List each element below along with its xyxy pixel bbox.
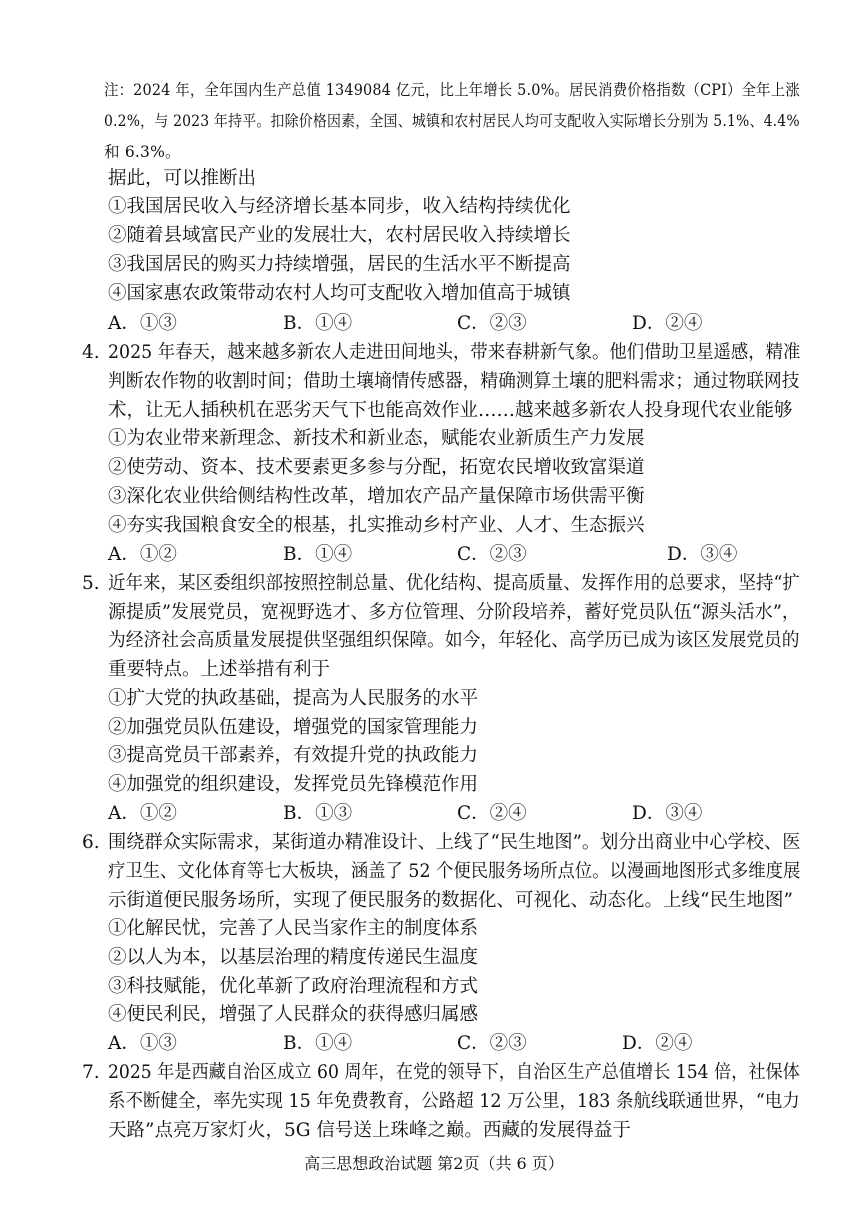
q6-option-d: D．②④ xyxy=(622,1033,693,1054)
q4-item-1: ①为农业带来新理念、新技术和新业态，赋能农业新质生产力发展 xyxy=(108,428,645,449)
q4-item-4: ④夯实我国粮食安全的根基，扎实推动乡村产业、人才、生态振兴 xyxy=(108,515,645,536)
q3-item-3: ③我国居民的购买力持续增强，居民的生活水平不断提高 xyxy=(108,254,571,275)
q5-item-3: ③提高党员干部素养，有效提升党的执政能力 xyxy=(108,745,479,766)
note-line-3: 和 6.3%。 xyxy=(104,143,181,161)
q6-stem-line-2: 疗卫生、文化体育等七大板块，涵盖了 52 个便民服务场所点位。以漫画地图形式多维度展 xyxy=(108,861,801,882)
q6-item-3: ③科技赋能，优化革新了政府治理流程和方式 xyxy=(108,976,479,997)
q3-option-d: D．②④ xyxy=(632,313,703,334)
q5-item-1: ①扩大党的执政基础，提高为人民服务的水平 xyxy=(108,688,479,709)
q4-option-a: A．①② xyxy=(108,544,177,565)
q3-item-1: ①我国居民收入与经济增长基本同步，收入结构持续优化 xyxy=(108,196,571,217)
q5-option-c: C．②④ xyxy=(457,803,527,824)
q3-stem-tail: 据此，可以推断出 xyxy=(108,168,257,189)
q5-number: 5. xyxy=(82,573,100,594)
q5-option-b: B．①③ xyxy=(283,803,353,824)
q6-number: 6. xyxy=(82,832,100,853)
q3-item-4: ④国家惠农政策带动农村人均可支配收入增加值高于城镇 xyxy=(108,283,571,304)
note-line-1: 注：2024 年，全年国内生产总值 1349084 亿元，比上年增长 5.0%。居民消费价格指数（CPI）全年上涨 xyxy=(104,81,800,99)
q4-number: 4. xyxy=(82,342,100,363)
q4-stem-line-3: 术，让无人插秧机在恶劣天气下也能高效作业……越来越多新农人投身现代农业能够 xyxy=(108,400,793,421)
q6-option-c: C．②③ xyxy=(457,1033,527,1054)
q5-item-2: ②加强党员队伍建设，增强党的国家管理能力 xyxy=(108,717,479,738)
q5-option-a: A．①② xyxy=(108,803,177,824)
q6-stem-line-3: 示街道便民服务场所，实现了便民服务的数据化、可视化、动态化。上线“民生地图” xyxy=(108,890,793,911)
q5-stem-line-1: 近年来，某区委组织部按照控制总量、优化结构、提高质量、发挥作用的总要求，坚持“扩 xyxy=(108,573,800,594)
q4-option-c: C．②③ xyxy=(457,544,527,565)
page-footer: 高三思想政治试题 第2页（共 6 页） xyxy=(304,1154,564,1173)
q4-option-d: D．③④ xyxy=(667,544,738,565)
q7-stem-line-3: 天路”点亮万家灯火，5G 信号送上珠峰之巅。西藏的发展得益于 xyxy=(108,1120,631,1141)
q7-number: 7. xyxy=(82,1062,100,1083)
q3-item-2: ②随着县域富民产业的发展壮大，农村居民收入持续增长 xyxy=(108,225,571,246)
q6-item-2: ②以人为本，以基层治理的精度传递民生温度 xyxy=(108,947,479,968)
q6-option-b: B．①④ xyxy=(283,1033,353,1054)
q6-item-1: ①化解民忧，完善了人民当家作主的制度体系 xyxy=(108,918,479,939)
q3-option-b: B．①④ xyxy=(283,313,353,334)
q7-stem-line-1: 2025 年是西藏自治区成立 60 周年，在党的领导下，自治区生产总值增长 154 倍，社保体 xyxy=(108,1062,800,1083)
q4-option-b: B．①④ xyxy=(283,544,353,565)
q7-stem-line-2: 系不断健全，率先实现 15 年免费教育，公路超 12 万公里，183 条航线联通世界，“电力 xyxy=(108,1091,800,1112)
q4-stem-line-2: 判断农作物的收割时间；借助土壤墒情传感器，精确测算土壤的肥料需求；通过物联网技 xyxy=(108,371,800,392)
q3-option-c: C．②③ xyxy=(457,313,527,334)
q4-stem-line-1: 2025 年春天，越来越多新农人走进田间地头，带来春耕新气象。他们借助卫星遥感，精准 xyxy=(108,342,801,363)
q5-item-4: ④加强党的组织建设，发挥党员先锋模范作用 xyxy=(108,774,479,795)
q3-option-a: A．①③ xyxy=(108,313,177,334)
q5-stem-line-4: 重要特点。上述举措有利于 xyxy=(108,659,331,680)
q5-stem-line-2: 源提质”发展党员，宽视野选才、多方位管理、分阶段培养，蓄好党员队伍“源头活水”， xyxy=(108,602,800,623)
q6-option-a: A．①③ xyxy=(108,1033,177,1054)
note-line-2: 0.2%，与 2023 年持平。扣除价格因素，全国、城镇和农村居民人均可支配收入实际增长分别为 5.1%、4.4% xyxy=(104,112,800,130)
q6-item-4: ④便民利民，增强了人民群众的获得感归属感 xyxy=(108,1004,479,1025)
q6-stem-line-1: 围绕群众实际需求，某街道办精准设计、上线了“民生地图”。划分出商业中心学校、医 xyxy=(108,832,801,853)
q4-item-2: ②使劳动、资本、技术要素更多参与分配，拓宽农民增收致富渠道 xyxy=(108,457,645,478)
q4-item-3: ③深化农业供给侧结构性改革，增加农产品产量保障市场供需平衡 xyxy=(108,486,645,507)
q5-stem-line-3: 为经济社会高质量发展提供坚强组织保障。如今，年轻化、高学历已成为该区发展党员的 xyxy=(108,630,800,651)
q5-option-d: D．③④ xyxy=(632,803,703,824)
